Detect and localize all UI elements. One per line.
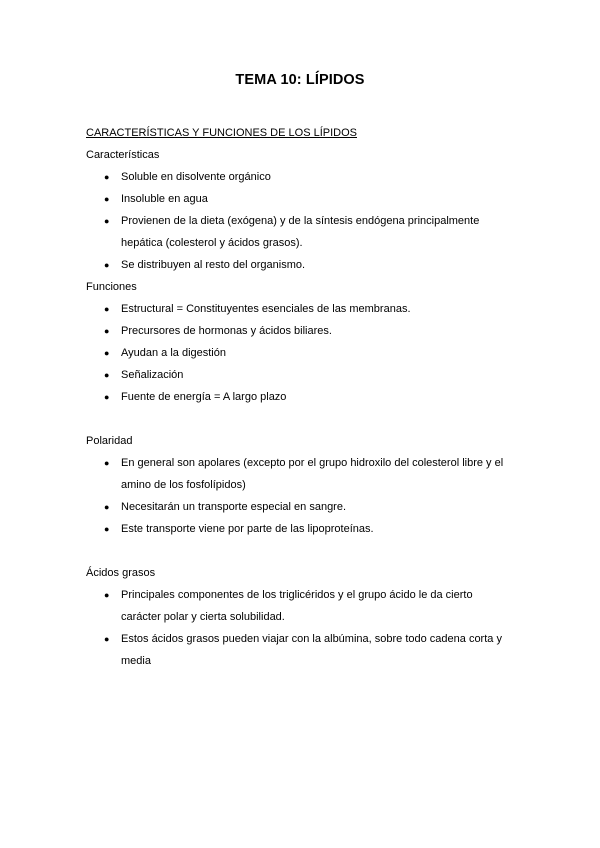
caracteristicas-list [86,166,526,276]
list-item-text-continuation: amino de los fosfolípidos) [121,479,246,491]
bullet-icon: ● [104,590,110,600]
document-body [86,122,526,672]
list-item-text: Se distribuyen al resto del organismo. [121,259,306,271]
bullet-icon: ● [104,194,110,204]
list-item [86,166,526,188]
list-item [86,518,526,540]
list-item-text: Este transporte viene por parte de las lipoproteínas. [121,523,374,535]
section-heading: CARACTERÍSTICAS Y FUNCIONES DE LOS LÍPIDOS [86,127,357,139]
list-item [86,320,526,342]
list-item-text: Insoluble en agua [121,193,208,205]
list-item-text: Soluble en disolvente orgánico [121,171,271,183]
list-item-text: Estructural = Constituyentes esenciales de las membranas. [121,303,411,315]
polaridad-list [86,452,526,540]
bullet-icon: ● [104,260,110,270]
caracteristicas-label: Características [86,149,160,161]
funciones-label: Funciones [86,281,137,293]
list-item [86,452,526,496]
list-item-text-continuation: hepática (colesterol y ácidos grasos). [121,237,303,249]
list-item-text-continuation: media [121,655,151,667]
list-item [86,342,526,364]
funciones-list [86,298,526,408]
list-item-text: Estos ácidos grasos pueden viajar con la albúmina, sobre todo cadena corta y [121,633,502,645]
list-item-text: Fuente de energía = A largo plazo [121,391,287,403]
bullet-icon: ● [104,326,110,336]
polaridad-label: Polaridad [86,435,133,447]
list-item [86,386,526,408]
list-item [86,584,526,628]
list-item [86,254,526,276]
list-item [86,628,526,672]
list-item [86,496,526,518]
bullet-icon: ● [104,348,110,358]
list-item [86,364,526,386]
list-item-text: Necesitarán un transporte especial en sangre. [121,501,347,513]
acidos-grasos-label: Ácidos grasos [86,567,156,579]
list-item-text: Provienen de la dieta (exógena) y de la síntesis endógena principalmente [121,215,480,227]
list-item [86,210,526,254]
spacer [86,540,526,562]
bullet-icon: ● [104,634,110,644]
bullet-icon: ● [104,392,110,402]
list-item-text: En general son apolares (excepto por el grupo hidroxilo del colesterol libre y el [121,457,504,469]
bullet-icon: ● [104,304,110,314]
list-item [86,298,526,320]
list-item-text: Precursores de hormonas y ácidos biliares. [121,325,332,337]
list-item-text: Ayudan a la digestión [121,347,226,359]
list-item-text: Principales componentes de los triglicéridos y el grupo ácido le da cierto [121,589,473,601]
bullet-icon: ● [104,458,110,468]
bullet-icon: ● [104,502,110,512]
list-item-text-continuation: carácter polar y cierta solubilidad. [121,611,285,623]
bullet-icon: ● [104,524,110,534]
acidos-grasos-list [86,584,526,672]
list-item [86,188,526,210]
list-item-text: Señalización [121,369,184,381]
bullet-icon: ● [104,172,110,182]
bullet-icon: ● [104,216,110,226]
page-title: TEMA 10: LÍPIDOS [235,72,365,88]
spacer [86,408,526,430]
bullet-icon: ● [104,370,110,380]
